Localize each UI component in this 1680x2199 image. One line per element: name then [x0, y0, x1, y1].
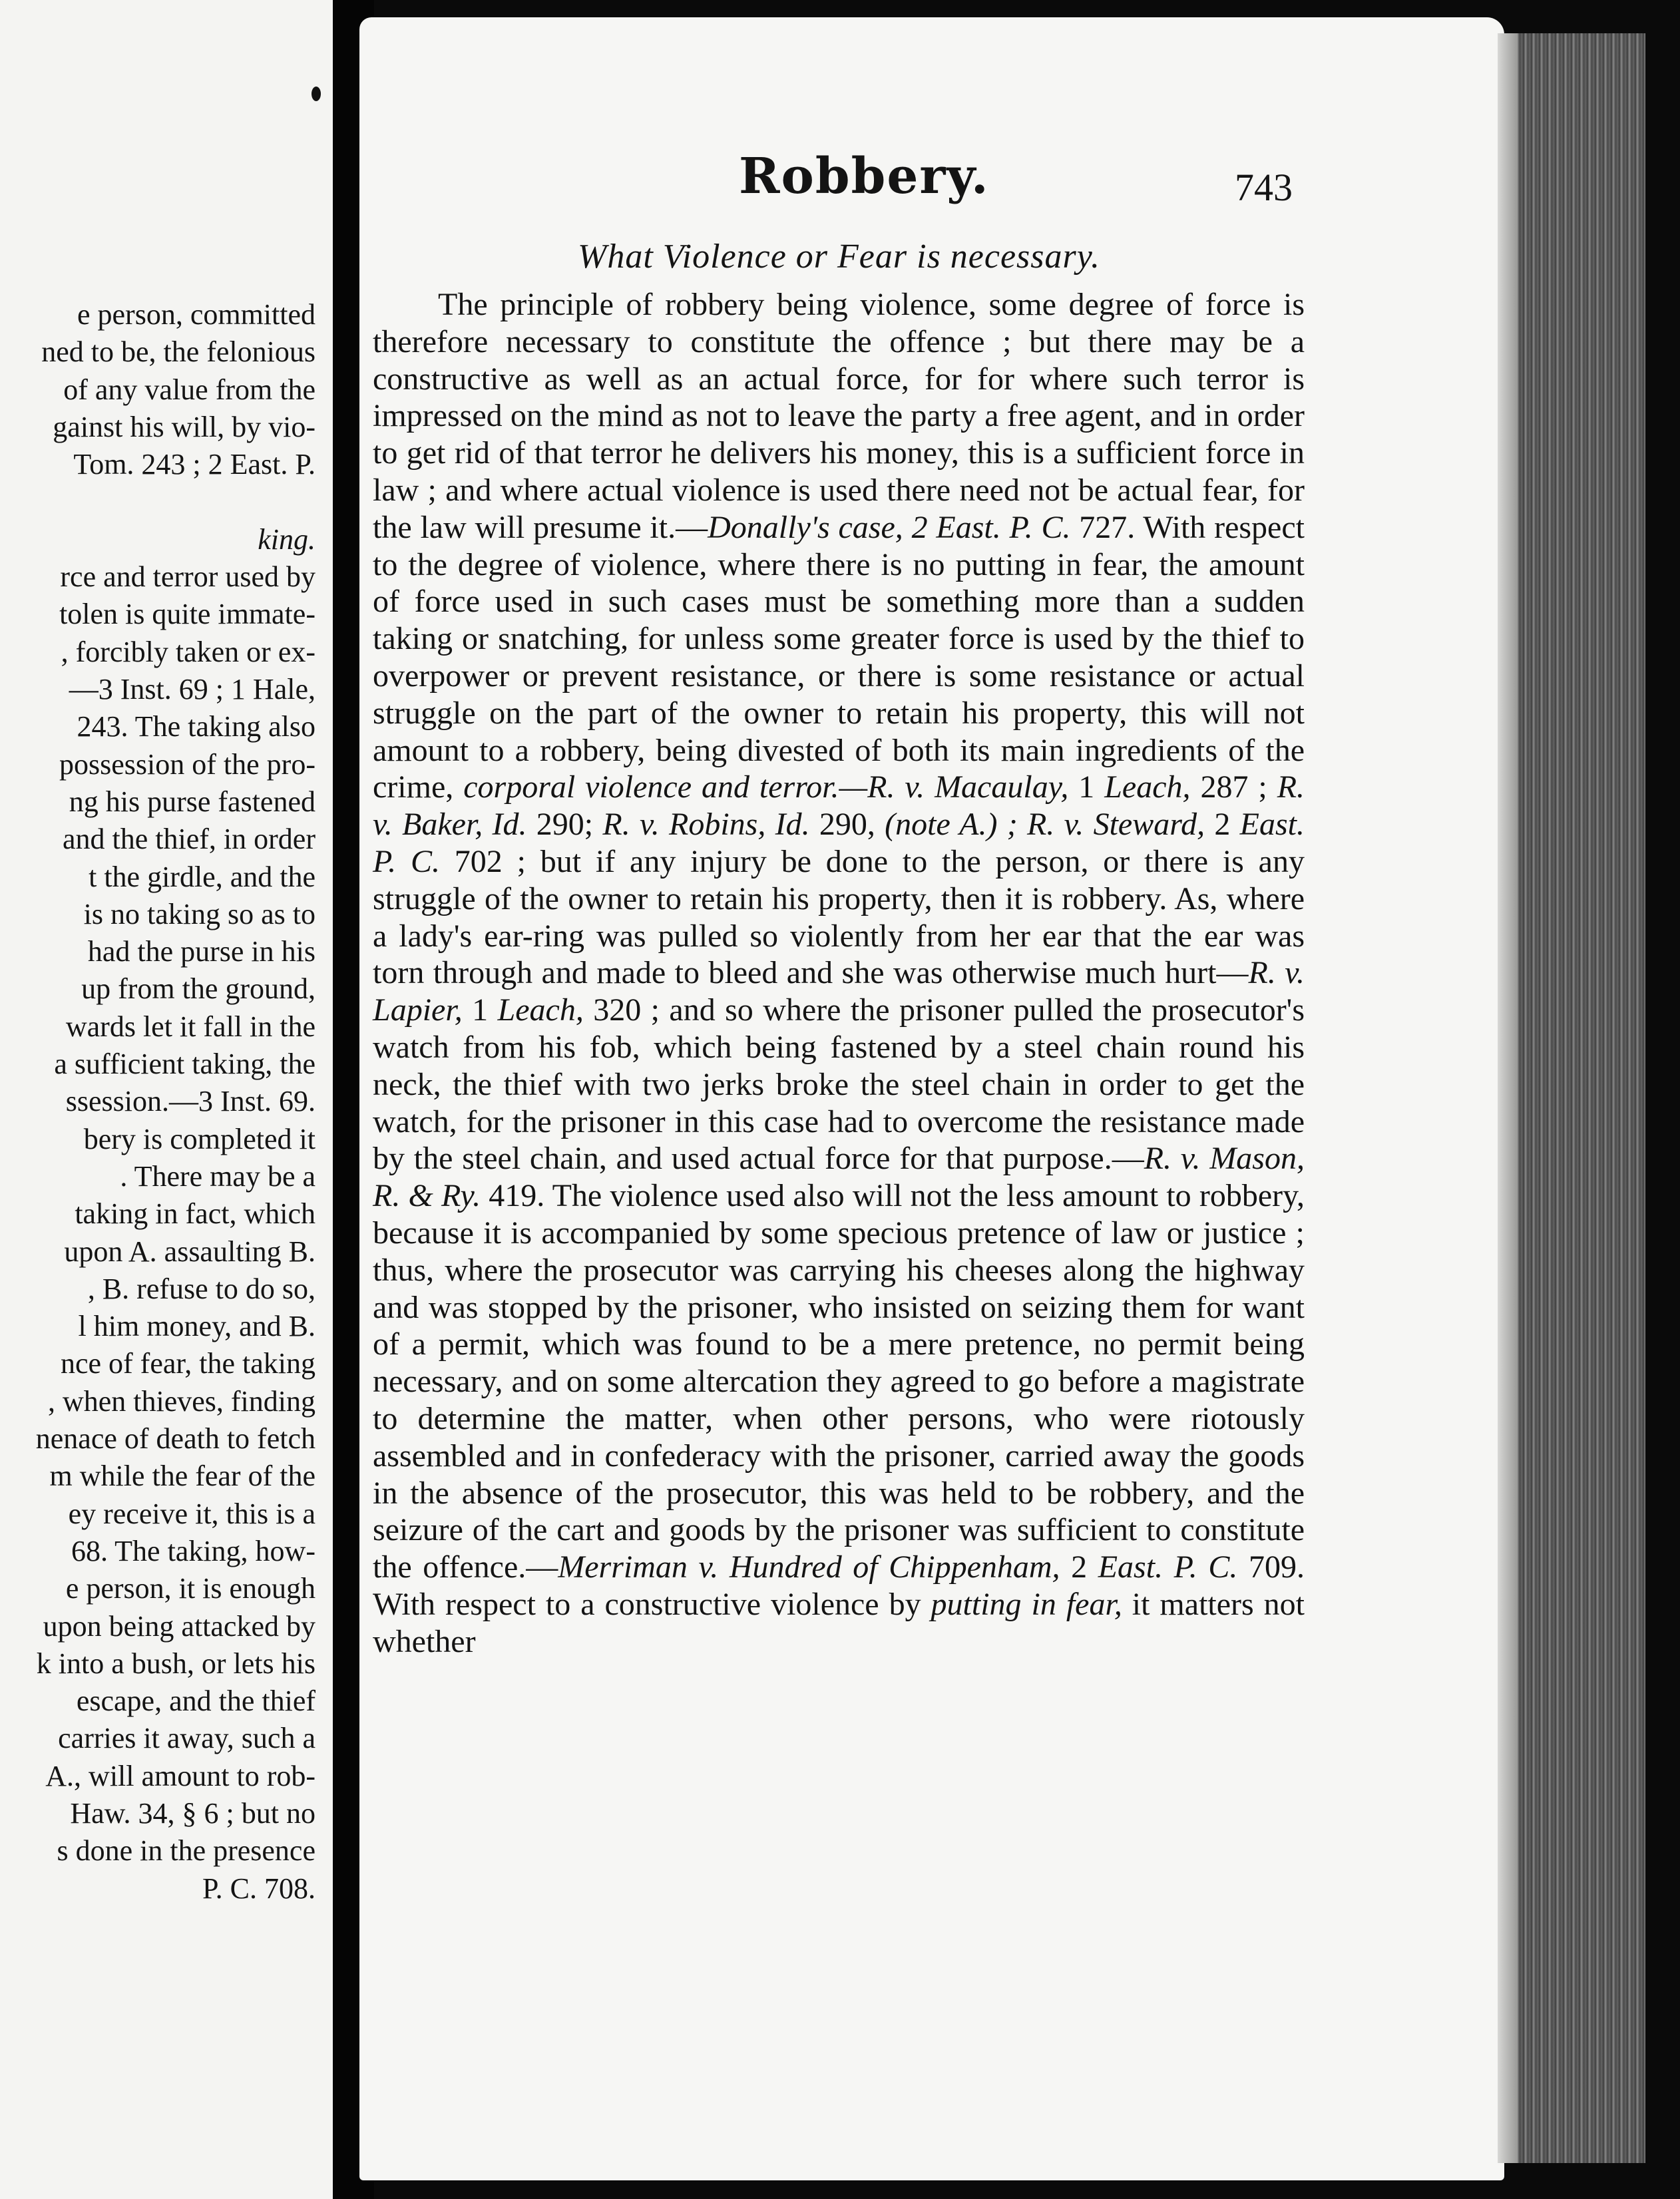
section-heading: What Violence or Fear is necessary.: [578, 238, 1100, 276]
left-page-line: , B. refuse to do so,: [87, 1272, 315, 1305]
page-number: 743: [1235, 166, 1293, 209]
left-page-line: ned to be, the felonious: [41, 335, 315, 369]
left-page-line: Tom. 243 ; 2 East. P.: [73, 448, 315, 481]
citation: Leach,: [1104, 769, 1191, 805]
left-page-line: taking in fact, which: [75, 1197, 315, 1231]
citation: R. v. Mason, R. & Ry.: [373, 1141, 1305, 1214]
citation: R. v. Baker, Id.: [373, 769, 1305, 843]
left-page-line: ey receive it, this is a: [68, 1497, 315, 1530]
left-page-line: of any value from the: [63, 373, 315, 406]
emphasis: putting in fear,: [931, 1586, 1122, 1622]
left-page-line: nenace of death to fetch: [35, 1422, 315, 1455]
left-page-line: rce and terror used by: [60, 560, 315, 594]
running-head: Robbery.: [739, 148, 990, 205]
left-page-line: s done in the presence: [57, 1834, 315, 1868]
citation: Donally's case, 2 East. P. C.: [708, 509, 1071, 545]
left-page-line: e person, it is enough: [65, 1572, 315, 1605]
citation: East. P. C.: [1098, 1549, 1238, 1585]
left-page-line: tolen is quite immate-: [59, 598, 315, 631]
left-page-line: e person, committed: [77, 298, 315, 331]
left-page-line: m while the fear of the: [49, 1460, 315, 1493]
left-page-line: gainst his will, by vio-: [53, 410, 315, 443]
left-page-line: 243. The taking also: [77, 710, 315, 743]
left-page-line: , when thieves, finding: [47, 1384, 315, 1418]
citation: Leach,: [497, 992, 584, 1028]
left-page-line: a sufficient taking, the: [54, 1048, 315, 1080]
left-page-line: king.: [258, 522, 315, 556]
left-facing-page: [0, 0, 333, 2199]
left-page-line: nce of fear, the taking: [60, 1347, 315, 1380]
body-paragraph: The principle of robbery being violence, some degree of force is therefore necessary to constitute the offence ; but there may be a constructive as well as an actual force, for for where such terror is impressed on the mind as not to leave the party a free agent, and in order to get rid of that terror he delivers his money, this is a sufficient force in law ; and where actual violence is used there need not be actual fear, for the law will presume it.—Donally's case, 2 East. P. C. 727. With respect to the degree of violence, where there is no putting in fear, the amount of force used in such cases must be something more than a sudden taking or snatching, for unless some greater force is used by the thief to overpower or prevent resistance, or there is some resistance or actual struggle on the part of the owner to retain his property, this will not amount to a robbery, being divested of both its main ingredients of the crime, corporal violence and terror.—R. v. Macaulay, 1 Leach, 287 ; R. v. Baker, Id. 290; R. v. Robins, Id. 290, (note A.) ; R. v. Steward, 2 East. P. C. 702 ; but if any injury be done to the person, or there is any struggle of the owner to retain his property, then it is robbery. As, where a lady's ear-ring was pulled so violently from her ear that the ear was torn through and made to bleed and she was otherwise much hurt—R. v. Lapier, 1 Leach, 320 ; and so where the prisoner pulled the prosecutor's watch from his fob, which being fastened by a steel chain round his neck, the thief with two jerks broke the steel chain in order to get the watch, for the prisoner in this case had to overcome the resistance made by the steel chain, and used actual force for that purpose.—R. v. Mason, R. & Ry. 419. The violence used also will not the less amount to robbery, because it is accompanied by some specious pretence of law or justice ; thus, where the prosecutor was carrying his cheeses along the highway and was stopped by the prisoner, who insisted on seizing them for want of a permit, which was found to be a mere pretence, no permit being necessary, and on some altercation they agreed to go before a magistrate to determine the matter, when other persons, who were riotously assembled and in confederacy with the prisoner, carried away the goods in the absence of the prosecutor, this was held to be robbery, and the seizure of the cart and goods by the prisoner was sufficient to constitute the offence.—Merriman v. Hundred of Chippenham, 2 East. P. C. 709. With respect to a constructive violence by putting in fear, it matters not whether: [373, 287, 1305, 1659]
left-page-line: is no taking so as to: [83, 897, 315, 930]
page-edges: [1498, 33, 1645, 2163]
citation: (note A.) ; R. v. Steward,: [885, 807, 1205, 843]
left-page-line: and the thief, in order: [63, 823, 315, 856]
citation: Merriman v. Hundred of Chippenham,: [558, 1549, 1060, 1585]
left-page-line: bery is completed it: [83, 1122, 315, 1155]
ink-mark: [312, 87, 321, 101]
left-page-line: k into a bush, or lets his: [36, 1647, 315, 1680]
left-page-line: t the girdle, and the: [89, 860, 315, 893]
left-page-line: Haw. 34, § 6 ; but no: [70, 1797, 315, 1830]
left-page-line: escape, and the thief: [76, 1685, 315, 1718]
citation: R. v. Robins, Id.: [602, 807, 810, 843]
left-page-line: A., will amount to rob-: [45, 1759, 315, 1792]
left-page-line: upon A. assaulting B.: [64, 1235, 315, 1268]
left-page-line: up from the ground,: [81, 972, 315, 1006]
page-edge-shadow: [1498, 33, 1518, 2163]
left-page-line: upon being attacked by: [43, 1609, 315, 1643]
left-page-line: l him money, and B.: [78, 1310, 315, 1343]
left-page-line: carries it away, such a: [58, 1722, 315, 1755]
left-page-line: ssession.—3 Inst. 69.: [65, 1085, 315, 1118]
left-page-line: , forcibly taken or ex-: [61, 635, 315, 668]
left-page-line: 68. The taking, how-: [71, 1534, 315, 1567]
left-page-line: P. C. 708.: [202, 1872, 315, 1905]
body-text: [373, 286, 1305, 1660]
citation: corporal violence and terror.—R. v. Macaulay,: [463, 769, 1069, 805]
left-page-line: . There may be a: [120, 1159, 315, 1193]
left-page-line: possession of the pro-: [59, 747, 315, 781]
citation: East. P. C.: [373, 807, 1305, 879]
left-page-line: —3 Inst. 69 ; 1 Hale,: [69, 673, 315, 705]
left-page-line: ng his purse fastened: [69, 785, 315, 818]
left-page-line: wards let it fall in the: [65, 1010, 315, 1043]
left-page-line: had the purse in his: [87, 935, 315, 968]
citation: R. v. Lapier,: [373, 955, 1305, 1028]
